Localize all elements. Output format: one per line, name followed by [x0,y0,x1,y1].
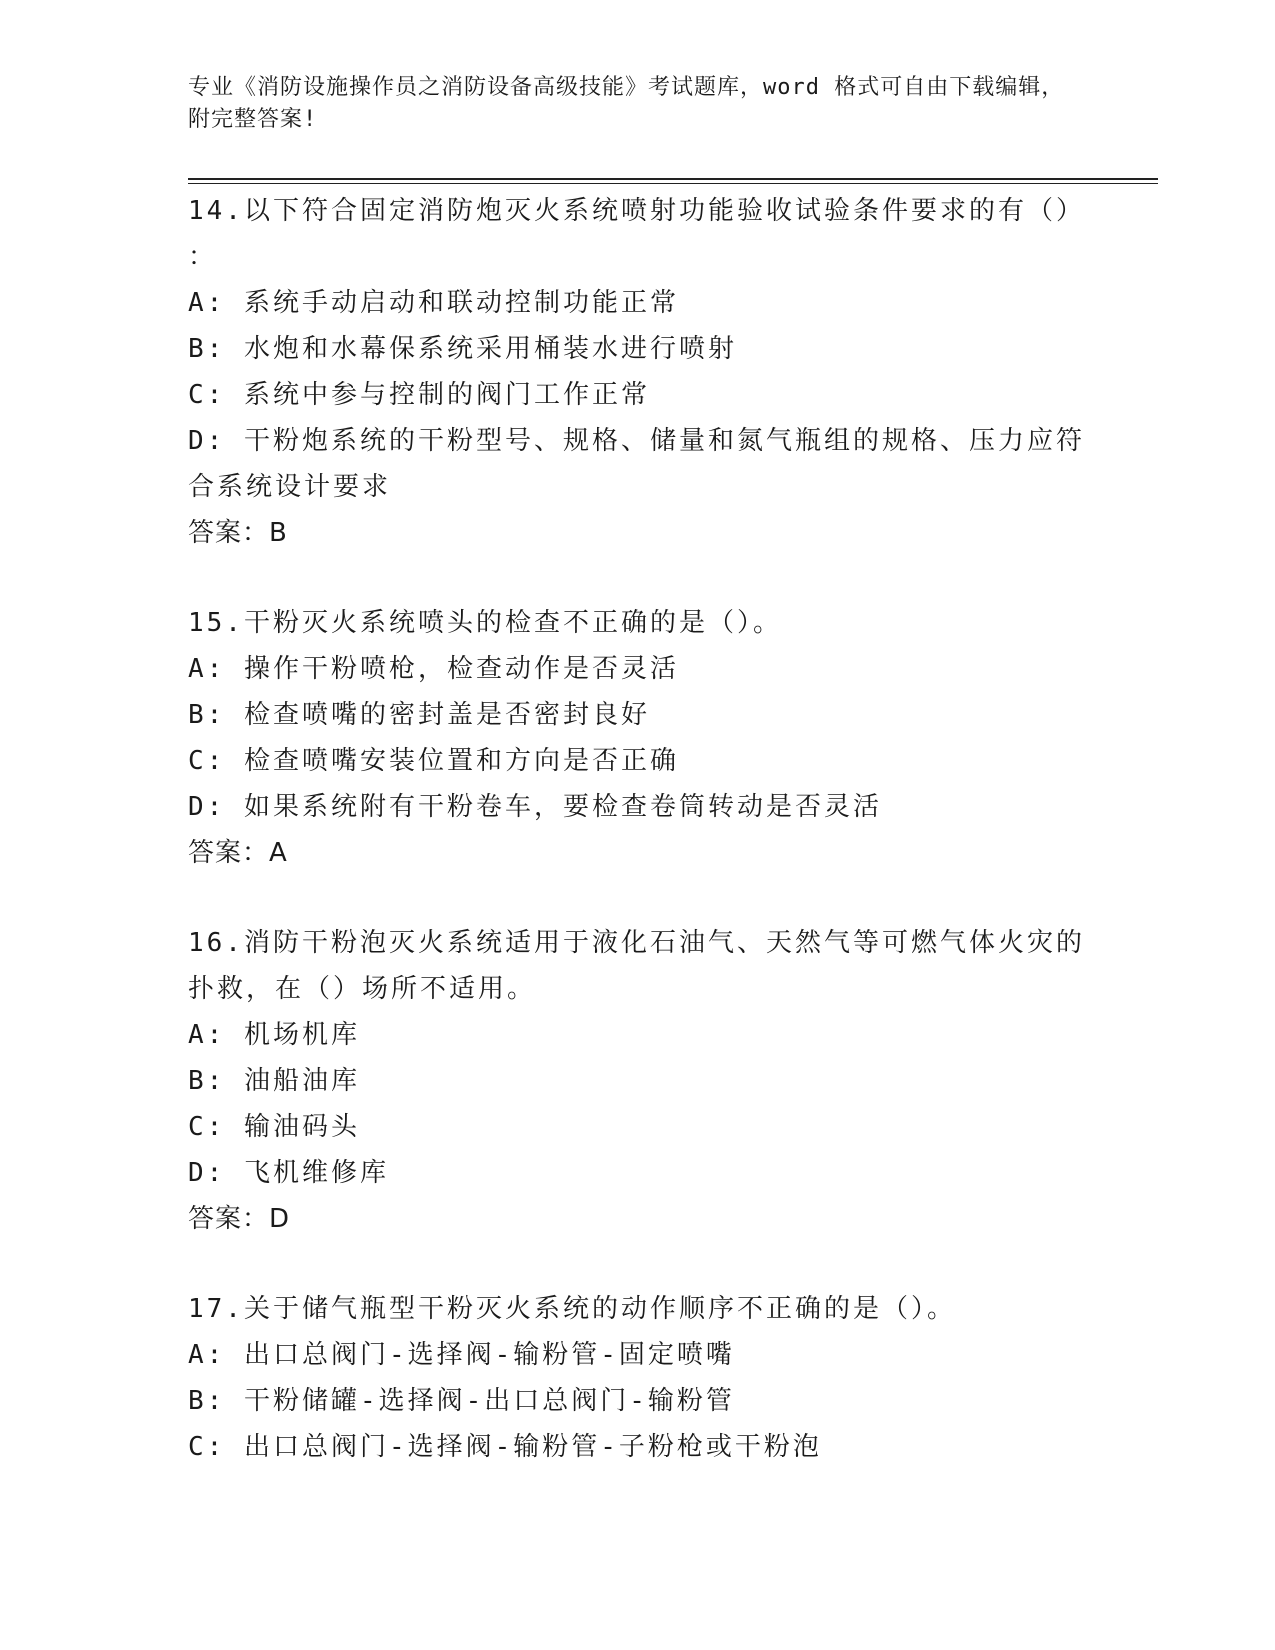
question-stem: 15.干粉灭火系统喷头的检查不正确的是（）。 [188,608,782,638]
option-a: A: 系统手动启动和联动控制功能正常 [188,288,679,318]
question-16 [188,920,1088,1242]
option-b: B: 油船油库 [188,1066,360,1096]
option-a: A: 机场机库 [188,1020,360,1050]
answer: 答案：D [188,1204,291,1234]
option-b: B: 干粉储罐-选择阀-出口总阀门-输粉管 [188,1386,735,1416]
question-stem: 14.以下符合固定消防炮灭火系统喷射功能验收试验条件要求的有（） [188,196,1085,226]
option-c: C: 检查喷嘴安装位置和方向是否正确 [188,746,679,776]
question-stem: 17.关于储气瓶型干粉灭火系统的动作顺序不正确的是（）。 [188,1294,956,1324]
option-c: C: 输油码头 [188,1112,360,1142]
question-17 [188,1286,1088,1470]
option-a: A: 操作干粉喷枪，检查动作是否灵活 [188,654,679,684]
question-stem: 16.消防干粉泡灭火系统适用于液化石油气、天然气等可燃气体火灾的扑救，在（）场所不适用。 [188,928,1085,1004]
question-stem-continuation: ： [188,242,218,272]
header-divider-thin [188,183,1158,184]
option-c: C: 出口总阀门-选择阀-输粉管-子粉枪或干粉泡 [188,1432,822,1462]
option-d: D: 飞机维修库 [188,1158,389,1188]
answer: 答案：B [188,518,288,548]
question-14 [188,188,1088,556]
option-c: C: 系统中参与控制的阀门工作正常 [188,380,650,410]
option-d: D: 干粉炮系统的干粉型号、规格、储量和氮气瓶组的规格、压力应符合系统设计要求 [188,426,1085,502]
header-divider-thick [188,178,1158,180]
document-header: 专业《消防设施操作员之消防设备高级技能》考试题库，word 格式可自由下载编辑，附完整答案! [188,75,1065,132]
option-b: B: 水炮和水幕保系统采用桶装水进行喷射 [188,334,737,364]
answer: 答案：A [188,838,288,868]
option-b: B: 检查喷嘴的密封盖是否密封良好 [188,700,650,730]
option-a: A: 出口总阀门-选择阀-输粉管-固定喷嘴 [188,1340,735,1370]
option-d: D: 如果系统附有干粉卷车，要检查卷筒转动是否灵活 [188,792,882,822]
question-list [188,188,1088,1514]
question-15 [188,600,1088,876]
